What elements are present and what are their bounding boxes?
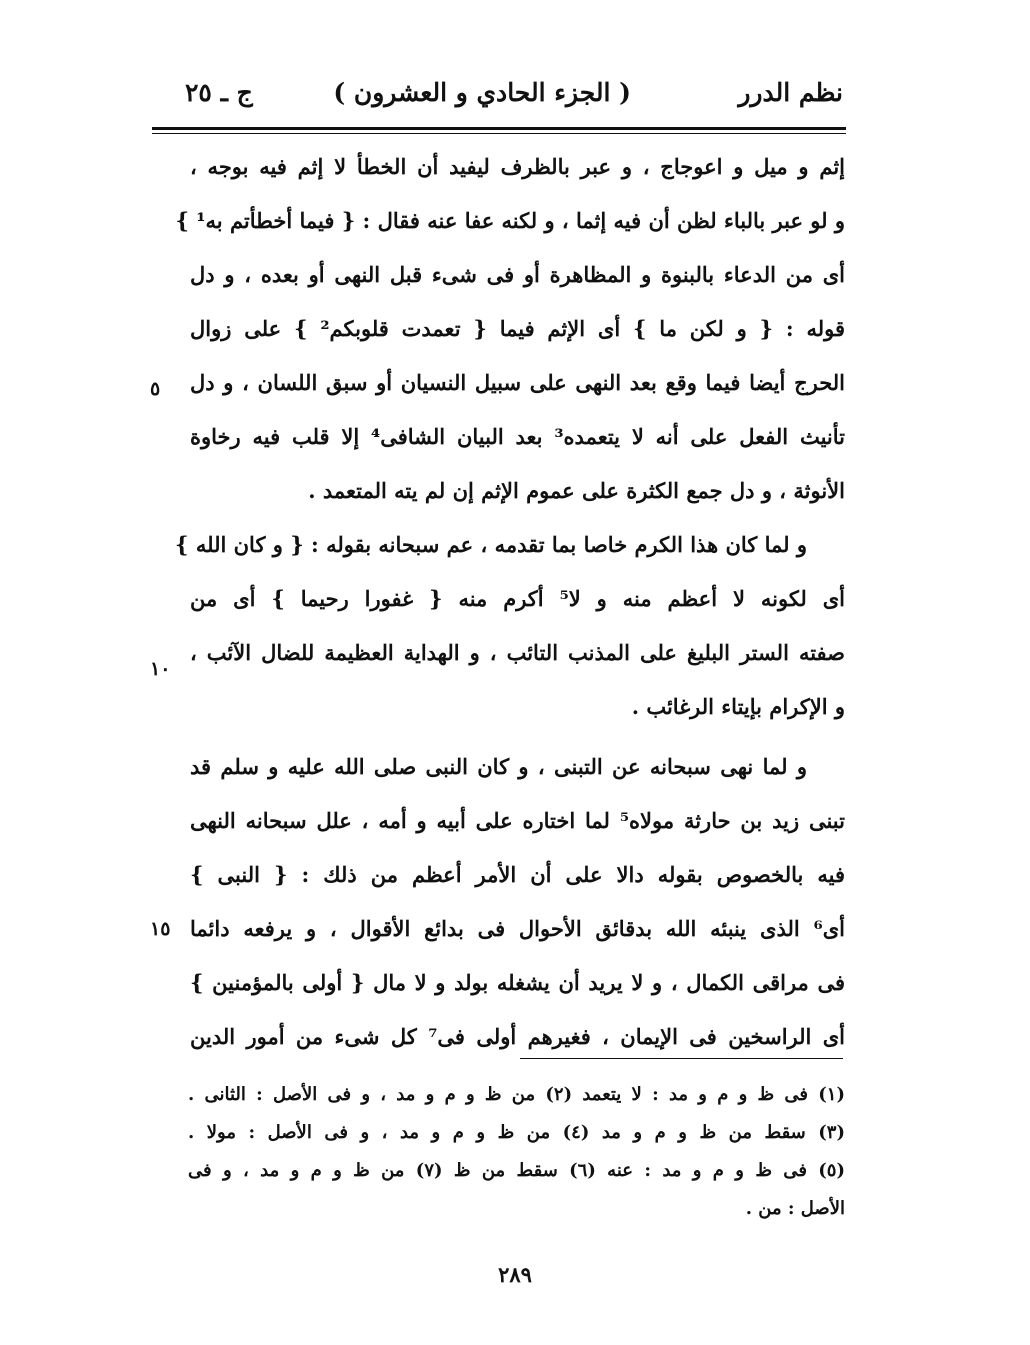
- text-line: الحرج أيضا فيما وقع بعد النهى على سبيل النسيان أو سبق اللسان ، و دل: [190, 370, 845, 395]
- book-title: نظم الدرر: [738, 78, 843, 107]
- text-line: إثم و ميل و اعوجاج ، و عبر بالظرف ليفيد أن الخطأ لا إثم فيه بوجه ،: [190, 154, 845, 179]
- text-line: الأنوثة ، و دل جمع الكثرة على عموم الإثم إن لم يته المتعمد .: [308, 478, 845, 503]
- header-rule-thin: [152, 133, 846, 134]
- page-number: ٢٨٩: [498, 1262, 532, 1287]
- text-line: و لو عبر بالباء لظن أن فيه إثما ، و لكنه عفا عنه فقال : { فيما أخطأتم به¹ }: [175, 208, 845, 233]
- text-line: فيه بالخصوص بقوله دالا على أن الأمر أعظم من ذلك : { النبى }: [190, 862, 845, 887]
- text-line: أى لكونه لا أعظم منه و لا⁵ أكرم منه { غفورا رحيما } أى من: [190, 586, 845, 611]
- text-line: و لما كان هذا الكرم خاصا بما تقدمه ، عم سبحانه بقوله : { و كان الله }: [175, 532, 807, 557]
- footnote-line: (٥) فى ظ و م و مد : عنه (٦) سقط من ظ (٧) من ظ و م و مد ، و فى: [188, 1160, 845, 1181]
- text-line: و لما نهى سبحانه عن التبنى ، و كان النبى صلى الله عليه و سلم قد: [190, 754, 807, 779]
- footnote-line: (٣) سقط من ظ و م و مد (٤) من ظ و م و مد ، و فى الأصل : مولا .: [188, 1122, 845, 1143]
- text-line: أى⁶ الذى ينبئه الله بدقائق الأحوال فى بدائع الأقوال ، و يرفعه دائما: [190, 916, 845, 941]
- text-line: و الإكرام بإيتاء الرغائب .: [631, 694, 845, 719]
- part-title: ( الجزء الحادي و العشرون ): [333, 78, 631, 107]
- footnotes: [188, 1076, 845, 1228]
- text-line: تأنيث الفعل على أنه لا يتعمده³ بعد البيان الشافى⁴ إلا قلب فيه رخاوة: [190, 424, 845, 449]
- text-line: صفته الستر البليغ على المذنب التائب ، و الهداية العظيمة للضال الآئب ،: [190, 640, 845, 665]
- header-rule-thick: [152, 127, 846, 130]
- footnote-line: الأصل : من .: [745, 1198, 845, 1219]
- volume-number: ج ـ ٢٥: [185, 78, 253, 107]
- running-header: [185, 78, 843, 124]
- main-text: [175, 140, 846, 1064]
- margin-line-number: ١٠: [150, 658, 171, 680]
- text-line: أى الراسخين فى الإيمان ، فغيرهم أولى فى⁷ كل شىء من أمور الدين: [190, 1024, 846, 1049]
- text-line: قوله : { و لكن ما } أى الإثم فيما { تعمدت قلوبكم² } على زوال: [190, 316, 845, 341]
- footnote-separator: [520, 1058, 843, 1059]
- footnote-line: (١) فى ظ و م و مد : لا يتعمد (٢) من ظ و م و مد ، و فى الأصل : الثانى .: [188, 1084, 845, 1105]
- text-line: تبنى زيد بن حارثة مولاه⁵ لما اختاره على أبيه و أمه ، علل سبحانه النهى: [190, 808, 845, 833]
- margin-line-number: ١٥: [150, 918, 171, 940]
- margin-line-number: ٥: [150, 378, 161, 400]
- text-line: فى مراقى الكمال ، و لا يريد أن يشغله بولد و لا مال { أولى بالمؤمنين }: [190, 970, 845, 995]
- text-line: أى من الدعاء بالبنوة و المظاهرة أو فى شىء قبل النهى أو بعده ، و دل: [190, 262, 845, 287]
